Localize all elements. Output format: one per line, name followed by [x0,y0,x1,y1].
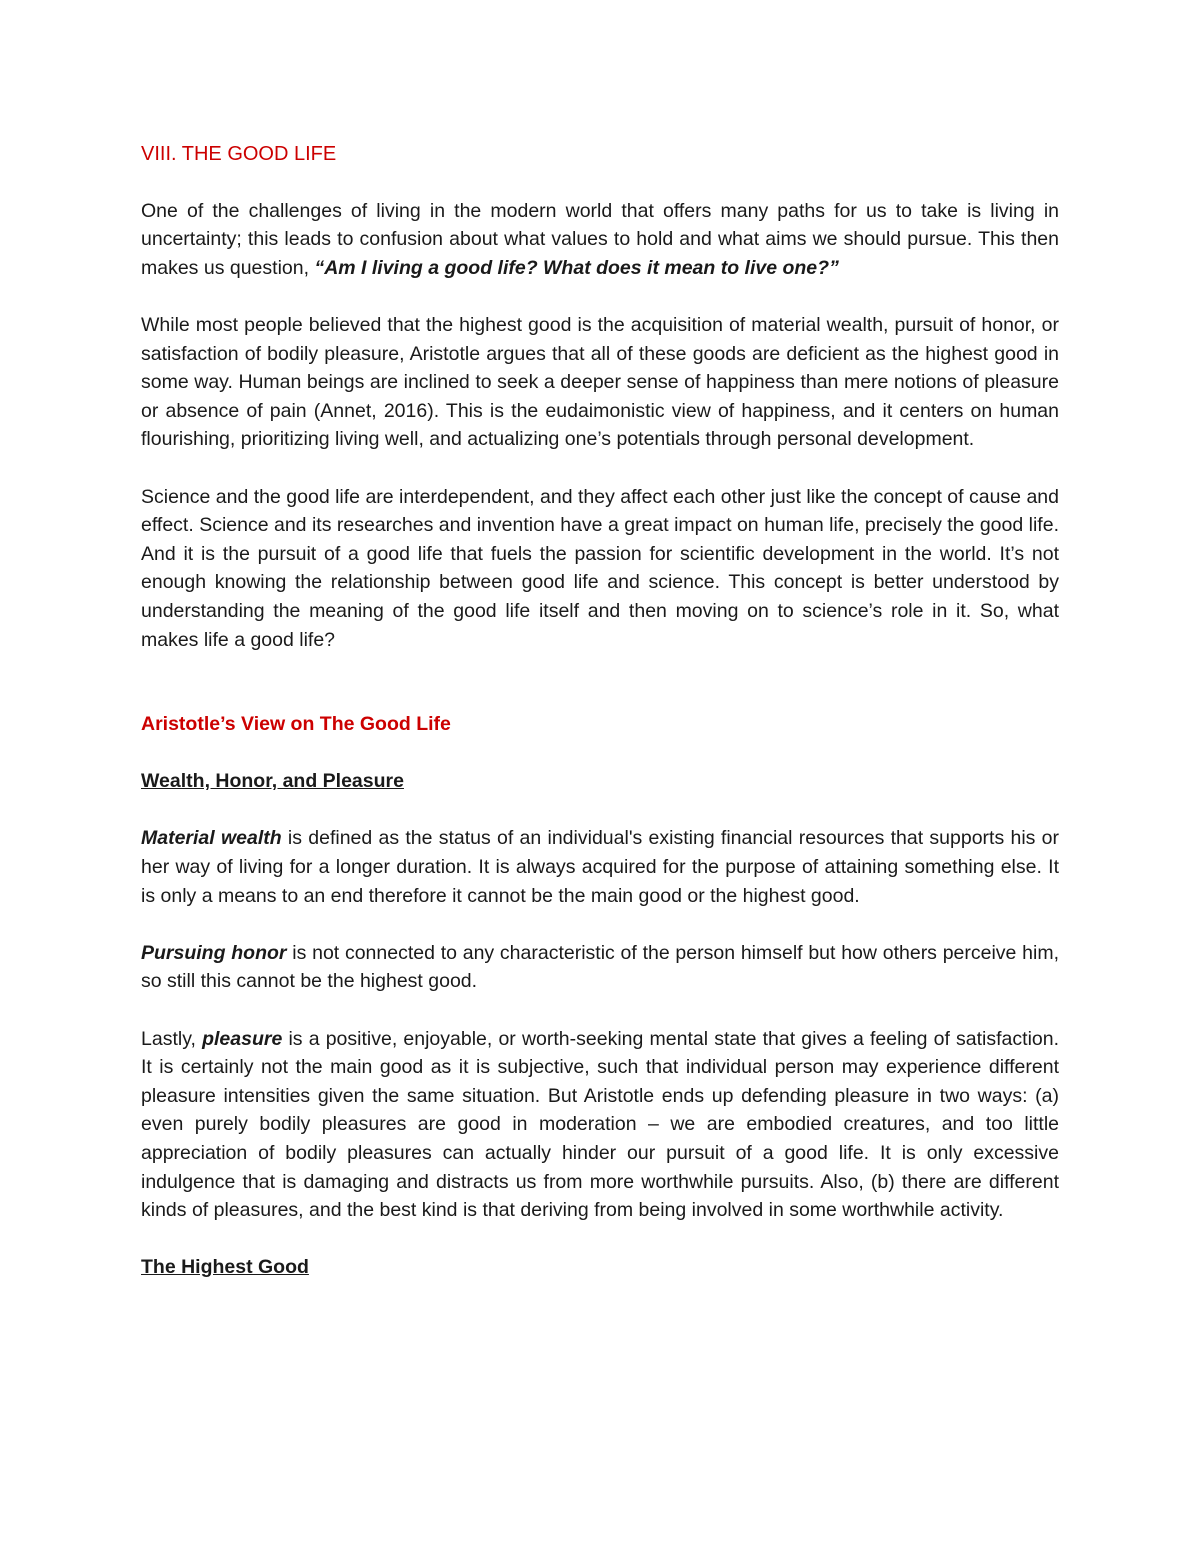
pleasure-lead: Lastly, [141,1027,203,1050]
honor-term: Pursuing honor [141,941,287,964]
highest-good-paragraph: While most people believed that the highest good is the acquisition of material wealth, pursuit of honor, or satisfaction of bodily pleasure, Aristotle argues that all of these goods are deficient as the highest good in some way. Human beings are inclined to seek a deeper sense of happiness than mere notions of pleasure or absence of pain (Annet, 2016). This is the eudaimonistic view of happiness, and it centers on human flourishing, prioritizing living well, and actualizing one’s potentials through personal development. [141,313,1059,451]
wealth-paragraph [141,824,1059,910]
wealth-text: is defined as the status of an individual's existing financial resources that supports his or her way of living for a longer duration. It is always acquired for the purpose of attaining something else. It is only a means to an end therefore it cannot be the main good or the highest good. [141,827,1059,907]
science-paragraph: Science and the good life are interdependent, and they affect each other just like the concept of cause and effect. Science and its researches and invention have a great impact on human life, precisely the good life. And it is the pursuit of a good life that fuels the passion for scientific development in the world. It’s not enough knowing the relationship between good life and science. This concept is better understood by understanding the meaning of the good life itself and then moving on to science’s role in it. So, what makes life a good life? [141,485,1059,651]
pleasure-paragraph [141,1025,1059,1225]
intro-paragraph [141,197,1059,283]
page-title: VIII. THE GOOD LIFE [141,143,337,165]
pleasure-text: is a positive, enjoyable, or worth-seeking mental state that gives a feeling of satisfaction. It is certainly not the main good as it is subjective, such that individual person may experience different pleasure intensities given the same situation. But Aristotle ends up defending pleasure in two ways: (a) even purely bodily pleasures are good in moderation – we are embodied creatures, and too little appreciation of bodily pleasures can actually hinder our pursuit of a good life. It is only excessive indulgence that is damaging and distracts us from more worthwhile pursuits. Also, (b) there are different kinds of pleasures, and the best kind is that deriving from being involved in some worthwhile activity. [141,1027,1060,1222]
intro-text: One of the challenges of living in the modern world that offers many paths for us to take is living in uncertainty; this leads to confusion about what values to hold and what aims we should pursue. This then makes us question, [141,199,1059,279]
document-page [141,140,1059,1311]
subheading-wealth-honor-pleasure: Wealth, Honor, and Pleasure [141,770,404,793]
pleasure-term: pleasure [202,1027,283,1050]
honor-paragraph [141,939,1059,996]
wealth-term: Material wealth [141,827,282,850]
section-heading: Aristotle’s View on The Good Life [141,713,451,736]
honor-text: is not connected to any characteristic of the person himself but how others perceive him, so still this cannot be the highest good. [141,941,1059,993]
intro-question: “Am I living a good life? What does it mean to live one?” [314,256,839,279]
subheading-highest-good: The Highest Good [141,1256,309,1279]
